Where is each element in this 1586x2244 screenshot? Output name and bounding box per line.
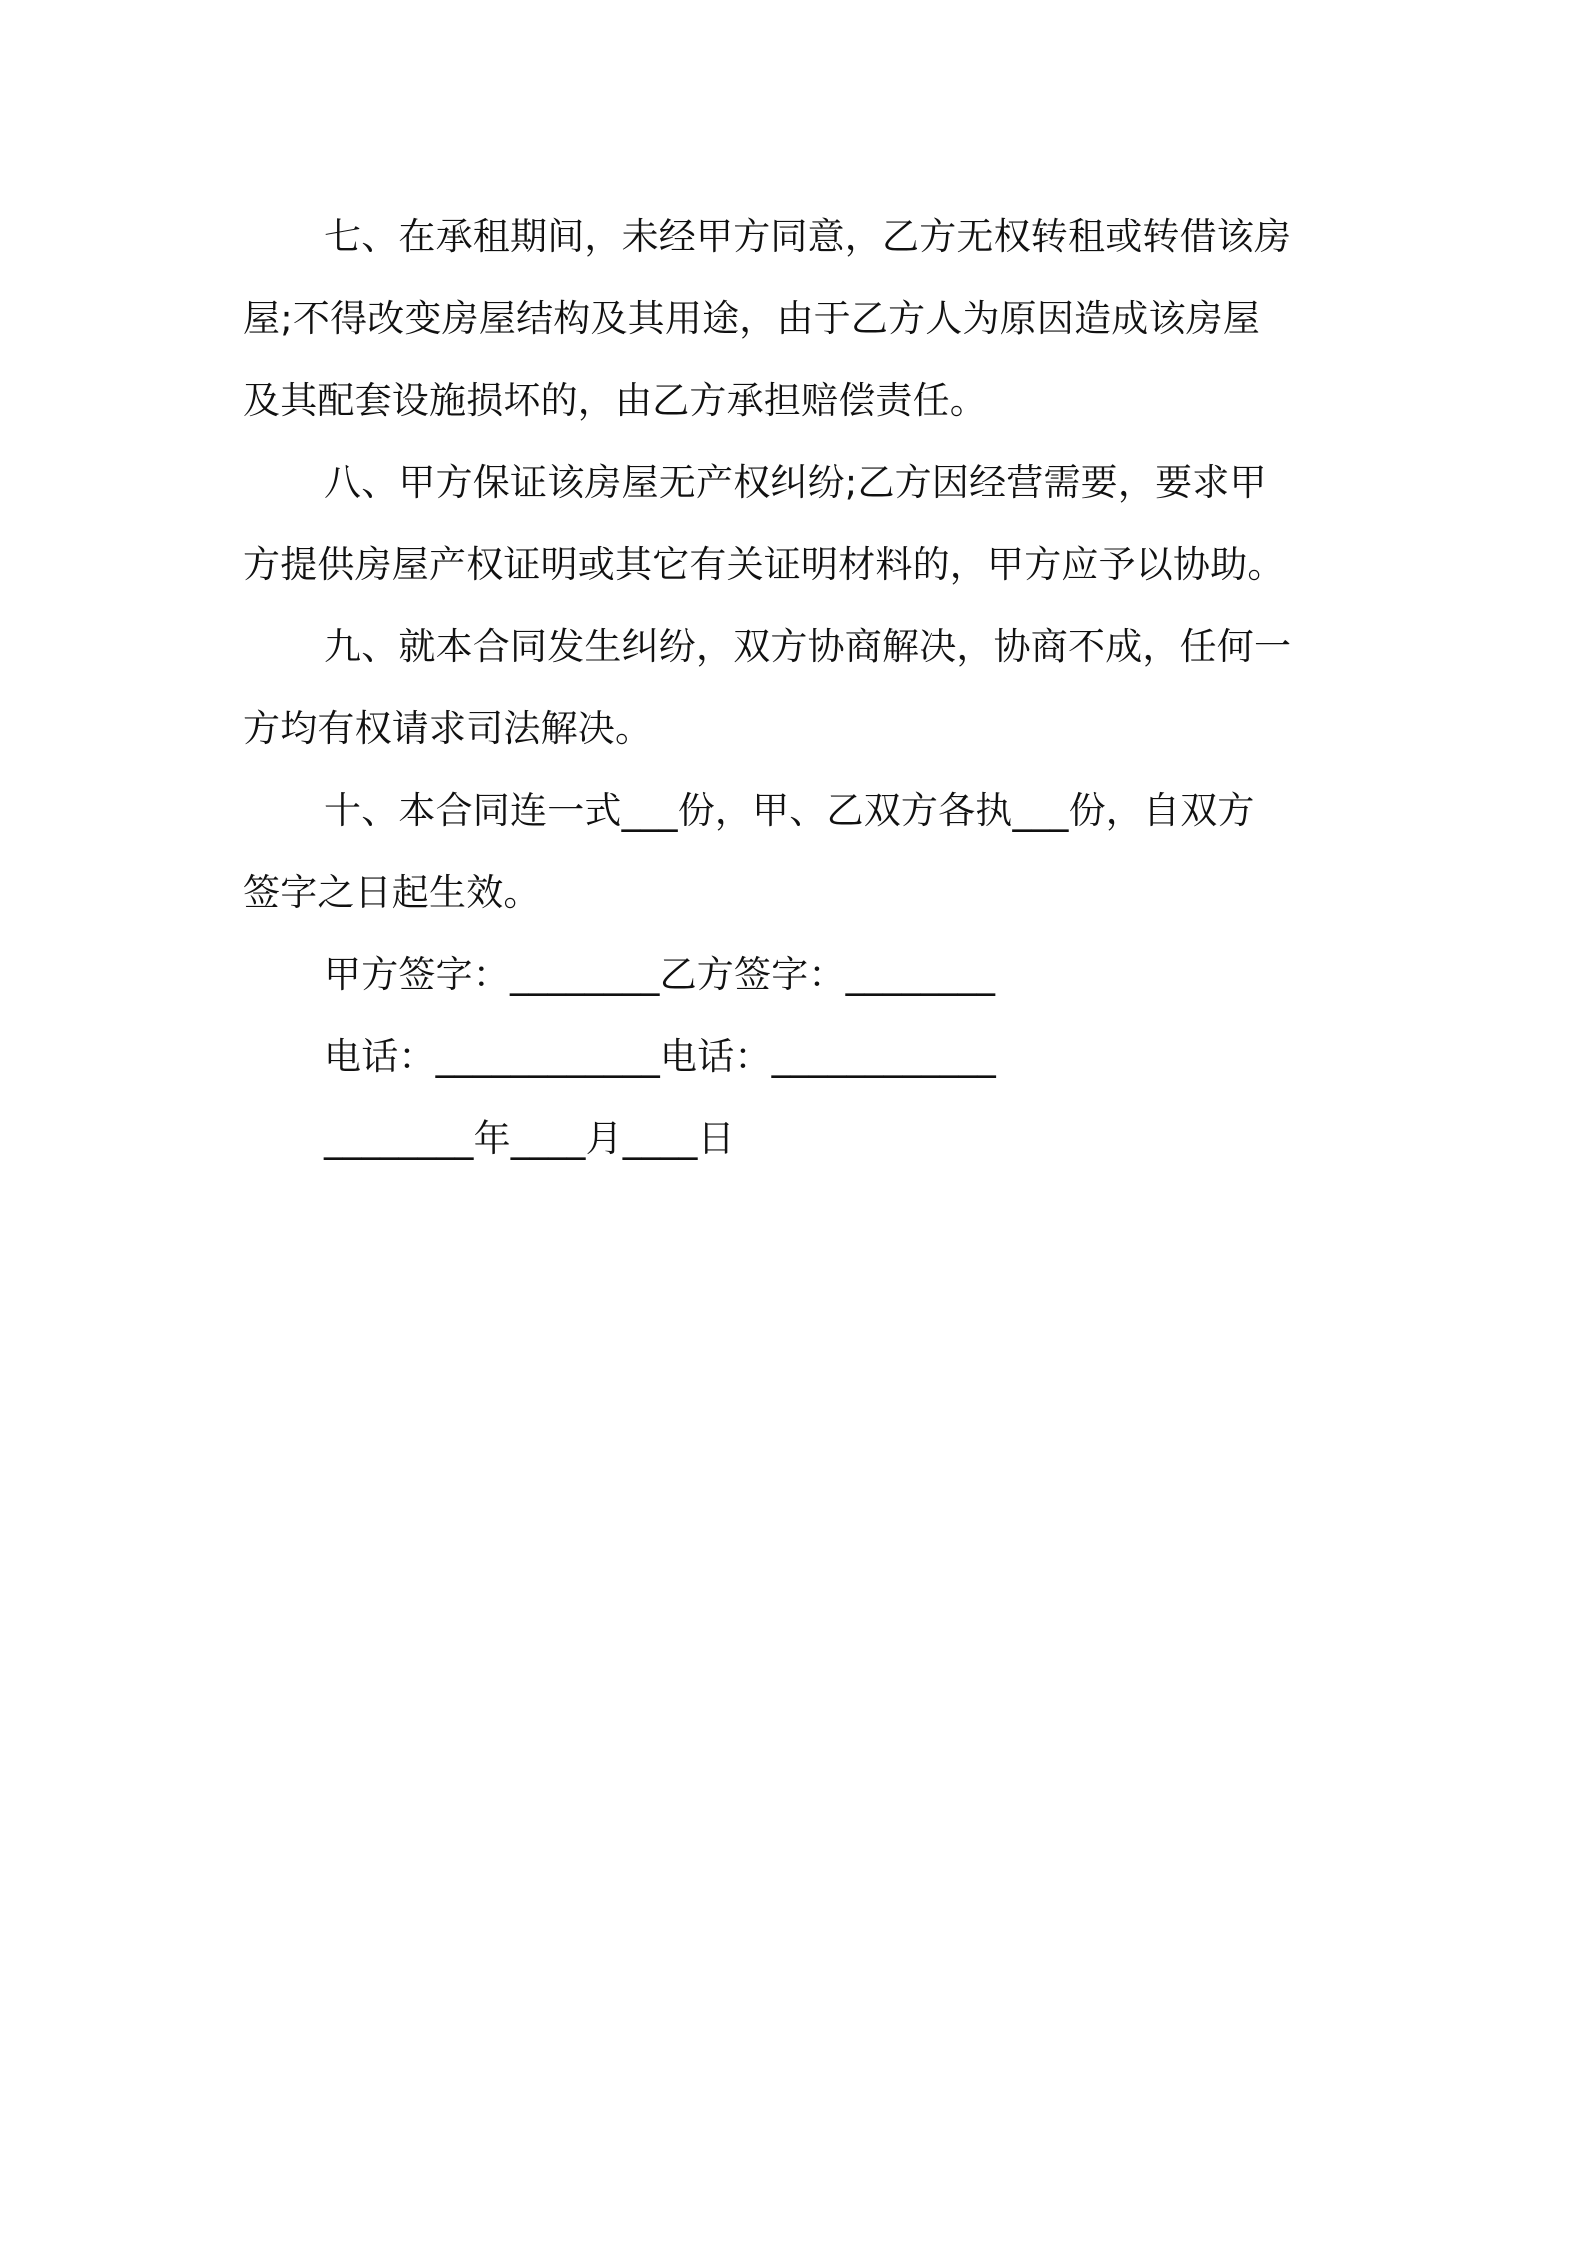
contract-text xyxy=(243,196,1353,1180)
clause-9-line-1: 九、就本合同发生纠纷，双方协商解决，协商不成，任何一 xyxy=(324,625,1292,668)
signature-line: 甲方签字：________乙方签字：________ xyxy=(324,953,996,996)
clause-7-line-3: 及其配套设施损坏的，由乙方承担赔偿责任。 xyxy=(243,379,987,422)
clause-7-line-2: 屋;不得改变房屋结构及其用途，由于乙方人为原因造成该房屋 xyxy=(243,297,1261,340)
date-line: ________年____月____日 xyxy=(324,1117,735,1160)
clause-10-line-2: 签字之日起生效。 xyxy=(243,871,541,914)
clause-10-line-1: 十、本合同连一式___份，甲、乙双方各执___份，自双方 xyxy=(324,789,1255,832)
clause-8-line-2: 方提供房屋产权证明或其它有关证明材料的，甲方应予以协助。 xyxy=(243,543,1285,586)
phone-line: 电话：____________电话：____________ xyxy=(324,1035,996,1078)
clause-8-line-1: 八、甲方保证该房屋无产权纠纷;乙方因经营需要，要求甲 xyxy=(324,461,1267,504)
clause-7-line-1: 七、在承租期间，未经甲方同意，乙方无权转租或转借该房 xyxy=(324,215,1292,258)
clause-9-line-2: 方均有权请求司法解决。 xyxy=(243,707,653,750)
